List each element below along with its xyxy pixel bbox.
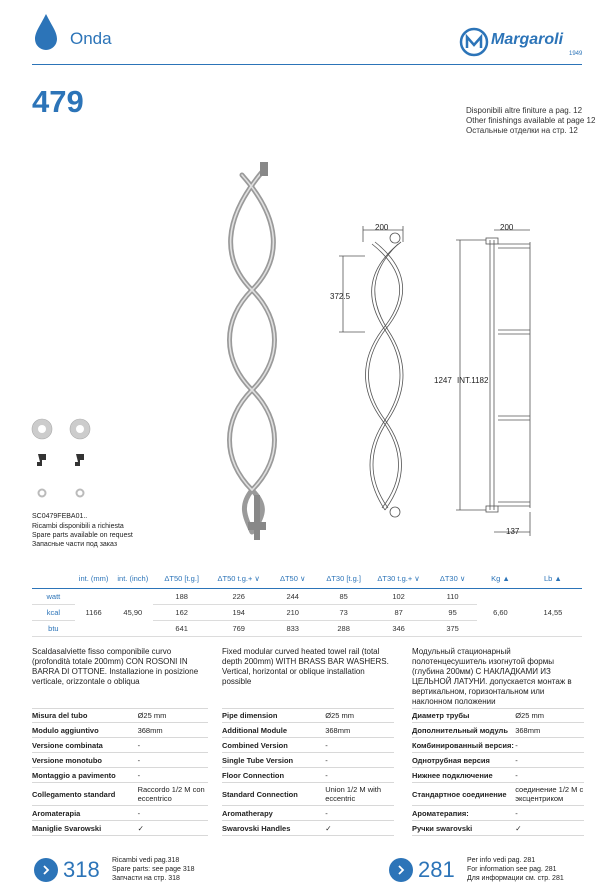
specs-ru [412, 708, 584, 836]
spec-row [222, 753, 394, 768]
header-int-mm: int. (mm) [75, 570, 113, 588]
footer-left-it: Ricambi vedi pag.318 [112, 857, 180, 864]
spec-value: Ø25 mm [325, 711, 354, 720]
spec-row [222, 708, 394, 723]
chevron-right-icon [41, 865, 51, 875]
spec-value: - [137, 808, 141, 818]
table-cell: 102 [369, 588, 428, 604]
spec-row [412, 783, 584, 806]
header-dt50-tgv: ΔT50 t.g.+ ∨ [210, 570, 267, 588]
lb-value: 14,55 [524, 588, 582, 636]
spec-row [32, 723, 208, 738]
side-drawing [430, 220, 540, 540]
spec-row [32, 806, 208, 821]
spec-row [32, 708, 208, 723]
description-ru: Модульный стационарный полотенцесушитель изогнутой формы (глубина 200мм) С НАКЛАДКАМИ ИЗ ЦЕЛЬНОЙ ЛАТУНИ. допускается монтаж в вертикальном, горизонтальном или наклонном положении [412, 647, 572, 706]
spec-value: - [325, 808, 328, 818]
footer-right-ru: Для информации см. стр. 281 [467, 875, 564, 882]
spec-label: Collegamento standard [32, 789, 116, 799]
spec-row [32, 821, 208, 836]
spec-label: Aromaterapia [32, 808, 81, 818]
spec-value: соединение 1/2 M с эксцентриком [515, 785, 584, 803]
chevron-right-icon [396, 865, 406, 875]
table-cell: 188 [153, 588, 210, 604]
spec-label: Single Tube Version [222, 755, 294, 765]
spare-parts-ru: Запасные части под заказ [32, 541, 118, 548]
int-mm-value: 1166 [75, 588, 113, 636]
table-cell: 194 [210, 604, 267, 620]
spec-value: 368mm [137, 725, 163, 735]
spec-row [32, 783, 208, 806]
table-row [32, 588, 582, 604]
finishes-note [466, 106, 595, 136]
spec-value: - [325, 755, 328, 765]
spec-label: Нижнее подключение [412, 770, 493, 780]
table-cell: 73 [318, 604, 369, 620]
header-lb [524, 570, 582, 588]
table-cell: 346 [369, 620, 428, 636]
spec-row [222, 821, 394, 836]
spare-parts-link-text [112, 856, 195, 883]
spec-row [412, 723, 584, 738]
spec-value: - [137, 755, 141, 765]
spec-label: Versione combinata [32, 740, 103, 750]
spec-row [412, 768, 584, 783]
header-int-inch: int. (inch) [112, 570, 153, 588]
table-cell: 833 [267, 620, 318, 636]
int-dim: INT.1182 [457, 376, 489, 385]
info-link-button[interactable] [389, 858, 413, 882]
spare-parts-page-number[interactable]: 318 [63, 857, 100, 882]
depth-dim: 137 [506, 527, 520, 536]
spec-value: ✓ [325, 823, 332, 833]
spare-parts-en: Spare parts available on request [32, 532, 133, 539]
info-link-text [467, 856, 564, 883]
header-dt30-v: ΔT30 ∨ [428, 570, 477, 588]
table-cell: 288 [318, 620, 369, 636]
header-dt30-tg: ΔT30 [t.g.] [318, 570, 369, 588]
spec-row [32, 738, 208, 753]
footer-right-en: For information see pag. 281 [467, 866, 557, 873]
table-cell: 87 [369, 604, 428, 620]
spec-label: Combined Version [222, 740, 288, 750]
spec-value: - [515, 755, 518, 765]
spec-label: Versione monotubo [32, 755, 103, 765]
spec-row [412, 753, 584, 768]
front-drawing [330, 220, 425, 520]
spec-value: - [515, 770, 518, 780]
table-cell: 85 [318, 588, 369, 604]
spec-value: - [137, 740, 141, 750]
spec-row [32, 753, 208, 768]
spec-row [412, 821, 584, 836]
spec-row [222, 768, 394, 783]
spec-row [222, 783, 394, 806]
row-label: watt [32, 588, 75, 604]
kg-label: Kg [491, 574, 501, 584]
water-drop-icon [32, 12, 60, 52]
spec-value: 368mm [515, 725, 541, 735]
header-dt50-v: ΔT50 ∨ [267, 570, 318, 588]
spec-label: Additional Module [222, 725, 287, 735]
spec-value: ✓ [515, 823, 522, 833]
module-dim: 372.5 [330, 292, 351, 301]
spec-label: Floor Connection [222, 770, 285, 780]
spec-label: Ароматерапия: [412, 808, 469, 818]
spec-label: Maniglie Svarowski [32, 823, 102, 833]
front-width-dim: 200 [375, 223, 389, 232]
spec-value: Ø25 mm [515, 711, 544, 720]
spec-value: - [137, 770, 141, 780]
spec-label: Swarovski Handles [222, 823, 291, 833]
int-inch-value: 45,90 [112, 588, 153, 636]
weight-icon: ▲ [502, 574, 510, 584]
spec-value: Raccordo 1/2 M con eccentrico [137, 785, 205, 803]
description-en: Fixed modular curved heated towel rail (total depth 200mm) WITH BRASS BAR WASHERS. Vertical, horizontal or oblique installation possible [222, 647, 389, 686]
spec-label: Ручки swarovski [412, 823, 473, 833]
table-cell: 769 [210, 620, 267, 636]
spec-label: Стандартное соединение [412, 789, 507, 799]
spec-row [222, 738, 394, 753]
spec-value: - [515, 808, 518, 818]
row-label: kcal [32, 604, 75, 620]
table-cell: 210 [267, 604, 318, 620]
spec-row [412, 708, 584, 723]
footer-right-it: Per info vedi pag. 281 [467, 857, 536, 864]
weight-icon: ▲ [554, 574, 562, 584]
table-cell: 641 [153, 620, 210, 636]
table-cell: 244 [267, 588, 318, 604]
header-dt50-tg: ΔT50 [t.g.] [153, 570, 210, 588]
row-label: btu [32, 620, 75, 636]
spec-label: Aromatherapy [222, 808, 273, 818]
spec-row [222, 723, 394, 738]
table-cell: 95 [428, 604, 477, 620]
spec-label: Дополнительный модуль [412, 725, 508, 735]
product-photo [212, 160, 292, 545]
lb-label: Lb [543, 574, 553, 584]
info-page-number[interactable]: 281 [418, 857, 455, 882]
spec-value: - [325, 770, 328, 780]
spec-value: Union 1/2 M with eccentric [325, 785, 382, 803]
spec-value: 368mm [325, 725, 351, 735]
spare-parts-note [32, 512, 133, 549]
spec-label: Однотрубная версия [412, 755, 490, 765]
spec-label: Pipe dimension [222, 711, 278, 720]
table-cell: 226 [210, 588, 267, 604]
header-rule [32, 64, 582, 65]
spec-row [222, 806, 394, 821]
footer-left-ru: Запчасти на стр. 318 [112, 875, 180, 882]
finishes-it: Disponibili altre finiture a pag. 12 [466, 106, 583, 115]
brand-logo [459, 27, 585, 59]
table-cell: 375 [428, 620, 477, 636]
product-code: 479 [32, 84, 84, 119]
spare-parts-link-button[interactable] [34, 858, 58, 882]
spec-value: - [515, 740, 518, 750]
spec-value: ✓ [137, 823, 144, 833]
specs-it [32, 708, 208, 836]
series-name: Onda [70, 29, 112, 48]
spec-label: Modulo aggiuntivo [32, 725, 99, 735]
spare-parts-images [28, 418, 103, 503]
header-dt30-tgv: ΔT30 t.g.+ ∨ [369, 570, 428, 588]
spec-label: Misura del tubo [32, 711, 88, 720]
side-width-dim: 200 [500, 223, 514, 232]
header-kg [477, 570, 524, 588]
spec-label: Комбинированный версия: [412, 740, 514, 750]
finishes-ru: Остальные отделки на стр. 12 [466, 126, 578, 135]
row-label-header [32, 570, 75, 588]
spec-label: Montaggio a pavimento [32, 770, 116, 780]
spec-value: Ø25 mm [137, 711, 167, 720]
spec-row [32, 768, 208, 783]
brand-name: Margaroli [491, 31, 564, 48]
spec-row [412, 738, 584, 753]
spec-value: - [325, 740, 328, 750]
table-cell: 110 [428, 588, 477, 604]
finishes-en: Other finishings available at page 12 [466, 116, 596, 125]
spec-label: Standard Connection [222, 789, 298, 799]
spare-parts-code: SC0479FEBA01.. [32, 513, 88, 520]
performance-table [32, 570, 582, 637]
description-it: Scaldasalviette fisso componibile curvo (profondità totale 200mm) CON ROSONI IN BARRA DI OTTONE. Installazione in posizione verticale, orizzontale o obliqua [32, 647, 199, 686]
spec-row [412, 806, 584, 821]
performance-header-row [32, 570, 582, 588]
spec-label: Диаметр трубы [412, 711, 470, 720]
brand-year: 1949 [569, 51, 583, 57]
height-dim: 1247 [434, 376, 452, 385]
table-cell: 162 [153, 604, 210, 620]
kg-value: 6,60 [477, 588, 524, 636]
spare-parts-it: Ricambi disponibili a richiesta [32, 523, 124, 530]
footer-left-en: Spare parts: see page 318 [112, 866, 195, 873]
specs-en [222, 708, 394, 836]
